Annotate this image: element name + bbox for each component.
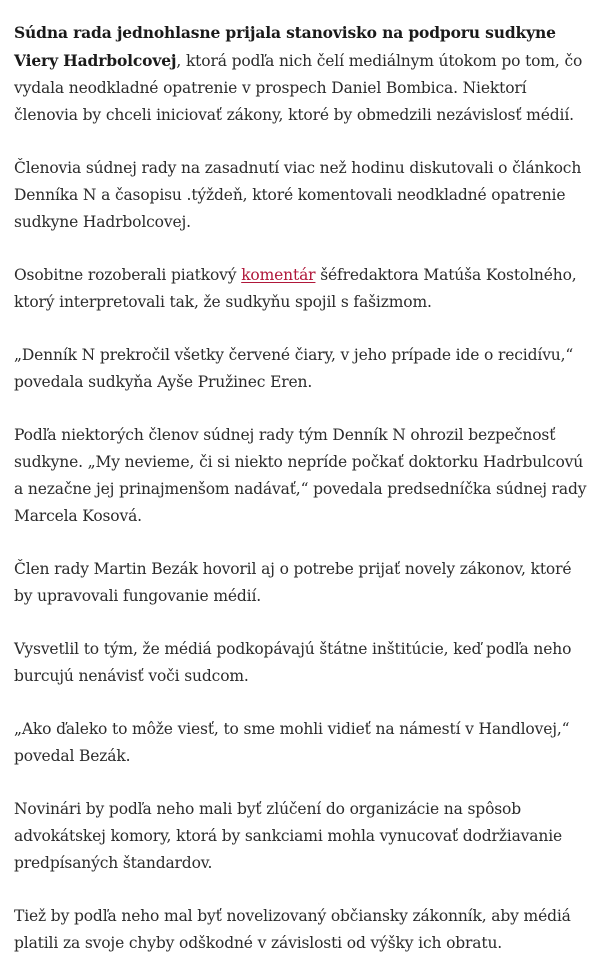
lead-paragraph bbox=[14, 19, 594, 129]
article-body bbox=[14, 19, 594, 957]
paragraph-7: Vysvetlil to tým, že médiá podkopávajú štátne inštitúcie, keď podľa neho burcujú nenávisť voči sudcom. bbox=[14, 640, 572, 685]
lead-strong: Súdna rada jednohlasne prijala stanovisko na podporu sudkyne Viery Hadrbolcovej bbox=[14, 23, 556, 70]
lead-rest: , ktorá podľa nich čelí mediálnym útokom po tom, čo vydala neodkladné opatrenie v prospech Daniel Bombica. Niektorí členovia by chceli iniciovať zákony, ktoré by obmedzili nezávislosť médií. bbox=[14, 52, 583, 124]
paragraph-3 bbox=[14, 262, 594, 316]
paragraph-8: „Ako ďaleko to môže viesť, to sme mohli vidieť na námestí v Handlovej,“ povedal Bezák. bbox=[14, 720, 570, 765]
paragraph-2: Členovia súdnej rady na zasadnutí viac než hodinu diskutovali o článkoch Denníka N a časopisu .týždeň, ktoré komentovali neodkladné opatrenie sudkyne Hadrbolcovej. bbox=[14, 159, 582, 231]
paragraph-3-after: šéfredaktora Matúša Kostolného, ktorý interpretovali tak, že sudkyňu spojil s fašizmom. bbox=[14, 266, 577, 311]
paragraph-9: Novinári by podľa neho mali byť zlúčení do organizácie na spôsob advokátskej komory, ktorá by sankciami mohla vynucovať dodržiavanie predpísaných štandardov. bbox=[14, 800, 563, 872]
paragraph-10: Tiež by podľa neho mal byť novelizovaný občiansky zákonník, aby médiá platili za svoje chyby odškodné v závislosti od výšky ich obratu. bbox=[14, 907, 571, 952]
paragraph-3-before: Osobitne rozoberali piatkový bbox=[14, 266, 242, 284]
paragraph-4: „Denník N prekročil všetky červené čiary, v jeho prípade ide o recidívu,“ povedala sudkyňa Ayše Pružinec Eren. bbox=[14, 346, 574, 391]
paragraph-6: Člen rady Martin Bezák hovoril aj o potrebe prijať novely zákonov, ktoré by upravovali fungovanie médií. bbox=[14, 560, 572, 605]
comment-link[interactable]: komentár bbox=[241, 266, 316, 284]
paragraph-5: Podľa niektorých členov súdnej rady tým Denník N ohrozil bezpečnosť sudkyne. „My nevieme, či si niekto nepríde počkať doktorku Hadrbulcovú a nezačne jej prinajmenšom nadávať,“ povedala predsedníčka súdnej rady Marcela Kosová. bbox=[14, 426, 587, 525]
